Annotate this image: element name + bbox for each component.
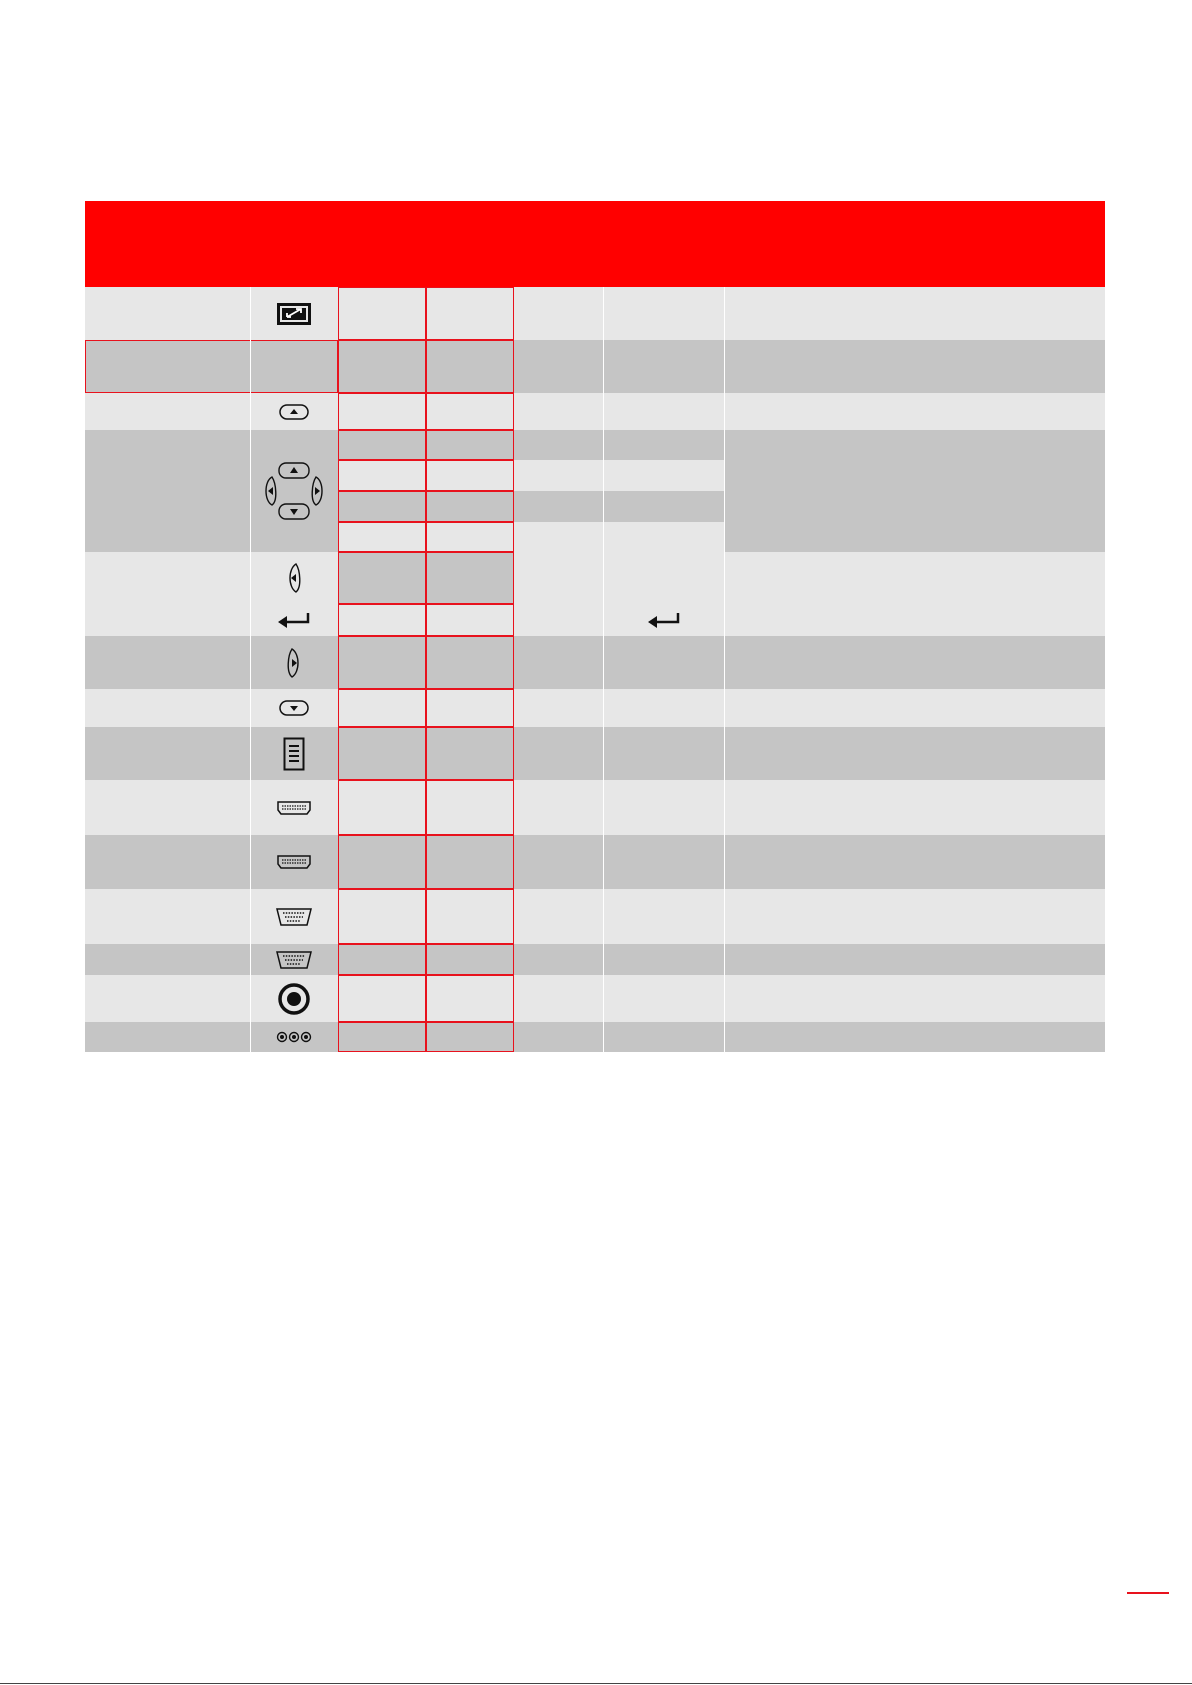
- code-cell: [426, 287, 514, 340]
- function-cell: [85, 889, 250, 944]
- vga-port-icon: [276, 908, 312, 926]
- icon-cell: [250, 689, 338, 727]
- description-cell: [724, 689, 1105, 727]
- code-cell: [426, 975, 514, 1022]
- description-cell: [724, 287, 1105, 340]
- function-cell: [85, 780, 250, 835]
- three-dots-icon: [276, 1031, 312, 1043]
- description-cell: [724, 552, 1105, 604]
- key-cell: [603, 393, 724, 430]
- table-row: [85, 780, 1105, 835]
- table-row: [85, 975, 1105, 1022]
- key-cell: [603, 727, 724, 780]
- code-cell: [426, 835, 514, 889]
- description-cell: [724, 727, 1105, 780]
- icon-cell: [250, 889, 338, 944]
- key-cell: [603, 889, 724, 944]
- code-cell: [426, 727, 514, 780]
- code-cell: [426, 689, 514, 727]
- key-cell: [603, 944, 724, 975]
- code-cell: [338, 780, 426, 835]
- key-cell: [603, 689, 724, 727]
- record-icon: [277, 982, 311, 1016]
- code-cell: [514, 393, 603, 430]
- code-cell: [426, 522, 514, 552]
- aspect-ratio-icon: [277, 303, 311, 325]
- hdmi-port-icon: [277, 855, 311, 869]
- function-cell: [85, 430, 250, 552]
- code-cell: [426, 889, 514, 944]
- key-cell: [603, 1022, 724, 1052]
- function-cell: [85, 689, 250, 727]
- code-cell: [426, 491, 514, 522]
- code-cell: [338, 491, 426, 522]
- function-cell: [85, 975, 250, 1022]
- key-cell: [603, 491, 724, 522]
- function-cell: [85, 552, 250, 604]
- code-cell: [514, 944, 603, 975]
- footer-rule: [0, 1683, 1192, 1684]
- table-row: [85, 689, 1105, 727]
- function-cell: [85, 287, 250, 340]
- code-cell: [514, 727, 603, 780]
- description-cell: [724, 835, 1105, 889]
- icon-cell: [250, 780, 338, 835]
- icon-cell: [250, 636, 338, 689]
- key-cell: [603, 287, 724, 340]
- key-cell: [603, 636, 724, 689]
- code-cell: [338, 460, 426, 491]
- function-cell: [85, 393, 250, 430]
- code-cell: [426, 944, 514, 975]
- key-cell: [603, 604, 724, 636]
- left-button-icon: [285, 562, 303, 594]
- table-row: [85, 604, 1105, 636]
- code-cell: [426, 1022, 514, 1052]
- right-button-icon: [285, 647, 303, 679]
- icon-cell: [250, 430, 338, 552]
- menu-icon: [283, 737, 305, 771]
- table-header: [85, 201, 1105, 287]
- table-row: [85, 287, 1105, 340]
- table-row: [85, 340, 1105, 393]
- function-cell: [85, 636, 250, 689]
- code-cell: [514, 689, 603, 727]
- code-cell: [514, 430, 603, 460]
- code-cell: [338, 393, 426, 430]
- icon-cell: [250, 944, 338, 975]
- code-cell: [514, 975, 603, 1022]
- key-cell: [603, 460, 724, 491]
- description-cell: [724, 944, 1105, 975]
- description-cell: [724, 430, 1105, 552]
- description-cell: [724, 889, 1105, 944]
- function-cell: [85, 340, 338, 393]
- table-row: [85, 393, 1105, 430]
- key-cell: [603, 835, 724, 889]
- code-cell: [514, 889, 603, 944]
- key-cell: [603, 780, 724, 835]
- key-cell: [603, 552, 724, 604]
- code-cell: [338, 287, 426, 340]
- icon-cell: [250, 287, 338, 340]
- code-cell: [514, 460, 603, 491]
- down-button-icon: [279, 700, 309, 716]
- table-row: [85, 944, 1105, 975]
- code-cell: [426, 460, 514, 491]
- key-cell: [603, 975, 724, 1022]
- code-cell: [426, 604, 514, 636]
- code-cell: [514, 780, 603, 835]
- table-row: [85, 835, 1105, 889]
- table-row: [85, 727, 1105, 780]
- description-cell: [724, 393, 1105, 430]
- code-cell: [514, 1022, 603, 1052]
- code-cell: [514, 552, 603, 604]
- icon-cell: [250, 393, 338, 430]
- column-divider: [724, 287, 725, 1052]
- code-cell: [338, 340, 426, 393]
- description-cell: [724, 1022, 1105, 1052]
- description-cell: [724, 340, 1105, 393]
- code-cell: [338, 604, 426, 636]
- table-row: [85, 552, 1105, 604]
- code-cell: [338, 944, 426, 975]
- up-button-icon: [279, 404, 309, 420]
- icon-cell: [250, 552, 338, 604]
- enter-icon: [647, 612, 681, 628]
- function-cell: [85, 604, 250, 636]
- code-cell: [338, 552, 426, 604]
- hdmi-port-icon: [277, 801, 311, 815]
- table-row: [85, 636, 1105, 689]
- code-cell: [338, 889, 426, 944]
- code-cell: [338, 430, 426, 460]
- key-cell: [603, 430, 724, 460]
- description-cell: [724, 636, 1105, 689]
- function-cell: [85, 727, 250, 780]
- code-cell: [426, 430, 514, 460]
- icon-cell: [250, 1022, 338, 1052]
- code-cell: [338, 522, 426, 552]
- code-cell: [338, 689, 426, 727]
- code-cell: [338, 636, 426, 689]
- page-number-marker: [1127, 1592, 1169, 1594]
- table-row: [85, 1022, 1105, 1052]
- function-cell: [85, 944, 250, 975]
- code-cell: [338, 727, 426, 780]
- vga-port-icon: [276, 951, 312, 969]
- icon-cell: [250, 835, 338, 889]
- code-cell: [514, 636, 603, 689]
- function-cell: [85, 1022, 250, 1052]
- table-row: [85, 889, 1105, 944]
- code-cell: [514, 340, 603, 393]
- table-row: [85, 430, 1105, 552]
- key-cell: [603, 340, 724, 393]
- code-cell: [426, 393, 514, 430]
- code-cell: [514, 835, 603, 889]
- function-cell: [85, 835, 250, 889]
- code-cell: [338, 1022, 426, 1052]
- icon-cell: [250, 975, 338, 1022]
- column-divider: [250, 287, 251, 1052]
- description-cell: [724, 780, 1105, 835]
- column-divider: [603, 287, 604, 1052]
- code-cell: [514, 522, 603, 552]
- code-cell: [514, 287, 603, 340]
- enter-icon: [277, 612, 311, 628]
- four-way-keypad-icon: [262, 461, 326, 521]
- code-cell: [338, 975, 426, 1022]
- code-cell: [338, 835, 426, 889]
- key-cell: [603, 522, 724, 552]
- code-cell: [514, 604, 603, 636]
- code-cell: [514, 491, 603, 522]
- code-cell: [426, 552, 514, 604]
- icon-cell: [250, 727, 338, 780]
- description-cell: [724, 975, 1105, 1022]
- code-cell: [426, 636, 514, 689]
- icon-cell: [250, 604, 338, 636]
- code-cell: [426, 340, 514, 393]
- code-cell: [426, 780, 514, 835]
- description-cell: [724, 604, 1105, 636]
